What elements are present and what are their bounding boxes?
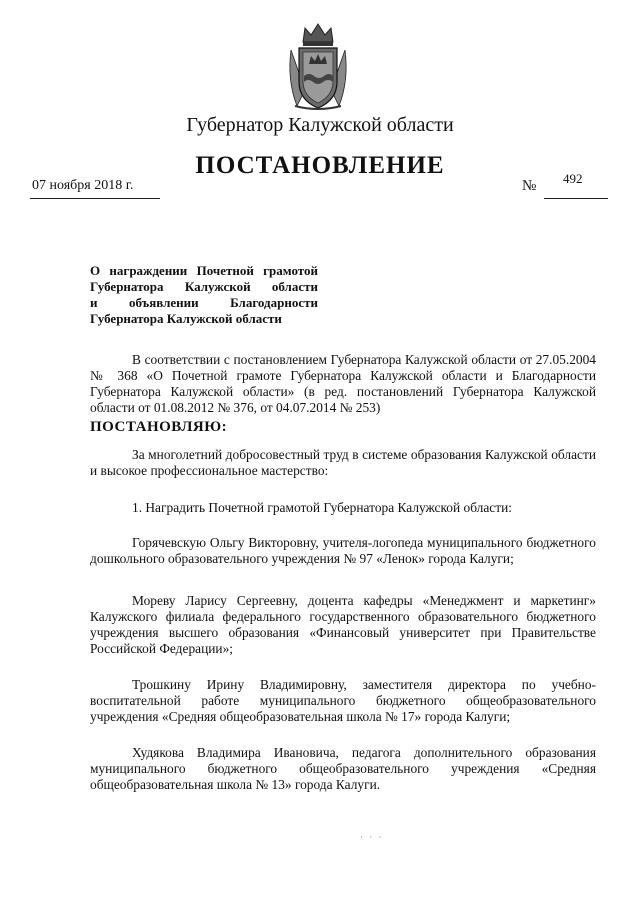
- awardee-paragraph: Трошкину Ирину Владимировну, заместителя директора по учебно-воспитательной работе муниципального бюджетного общеобразовательного учреждения «Средняя общеобразовательная школа № 17» города Калуги;: [90, 677, 596, 724]
- decree-word: ПОСТАНОВЛЯЮ:: [90, 419, 228, 435]
- awardee-paragraph: Худякова Владимира Ивановича, педагога дополнительного образования муниципального бюджетного общеобразовательного учреждения «Средняя общеобразовательная школа № 13» города Калуги.: [90, 745, 596, 792]
- document-number: 492: [563, 171, 583, 186]
- coat-of-arms-emblem: [285, 20, 351, 112]
- subject-line: Губернатора Калужской области: [90, 279, 318, 294]
- item-paragraph: 1. Наградить Почетной грамотой Губернатора Калужской области:: [132, 500, 512, 515]
- document-subject: [90, 263, 318, 327]
- subject-line: и объявлении Благодарности: [90, 295, 318, 310]
- subject-line: Губернатора Калужской области: [90, 311, 282, 326]
- reason-paragraph: За многолетний добросовестный труд в системе образования Калужской области и высокое профессиональное мастерство:: [90, 447, 596, 478]
- awardee-paragraph: Мореву Ларису Сергеевну, доцента кафедры «Менеджмент и маркетинг» Калужского филиала федерального государственного образовательного бюджетного учреждения высшего образования «Финансовый университет при Правительстве Российской Федерации»;: [90, 593, 596, 656]
- subject-line: О награждении Почетной грамотой: [90, 263, 318, 278]
- awardee-paragraph: Горячевскую Ольгу Викторовну, учителя-логопеда муниципального бюджетного дошкольного образовательного учреждения № 97 «Ленок» города Калуги;: [90, 535, 596, 566]
- scan-artifact: · · ·: [360, 832, 384, 842]
- document-date: 07 ноября 2018 г.: [32, 178, 134, 193]
- number-label: №: [522, 178, 537, 194]
- issuer-title: Губернатор Калужской области: [186, 114, 454, 136]
- date-underline: [30, 198, 160, 199]
- document-type-heading: ПОСТАНОВЛЕНИЕ: [195, 152, 445, 179]
- number-underline: [544, 198, 608, 199]
- preamble-paragraph: В соответствии с постановлением Губернатора Калужской области от 27.05.2004 № 368 «О Почетной грамоте Губернатора Калужской области и Благодарности Губернатора Калужской области» (в ред. постановлений Губернатора Калужской области от 01.08.2012 № 376, от 04.07.2014 № 253): [90, 352, 596, 415]
